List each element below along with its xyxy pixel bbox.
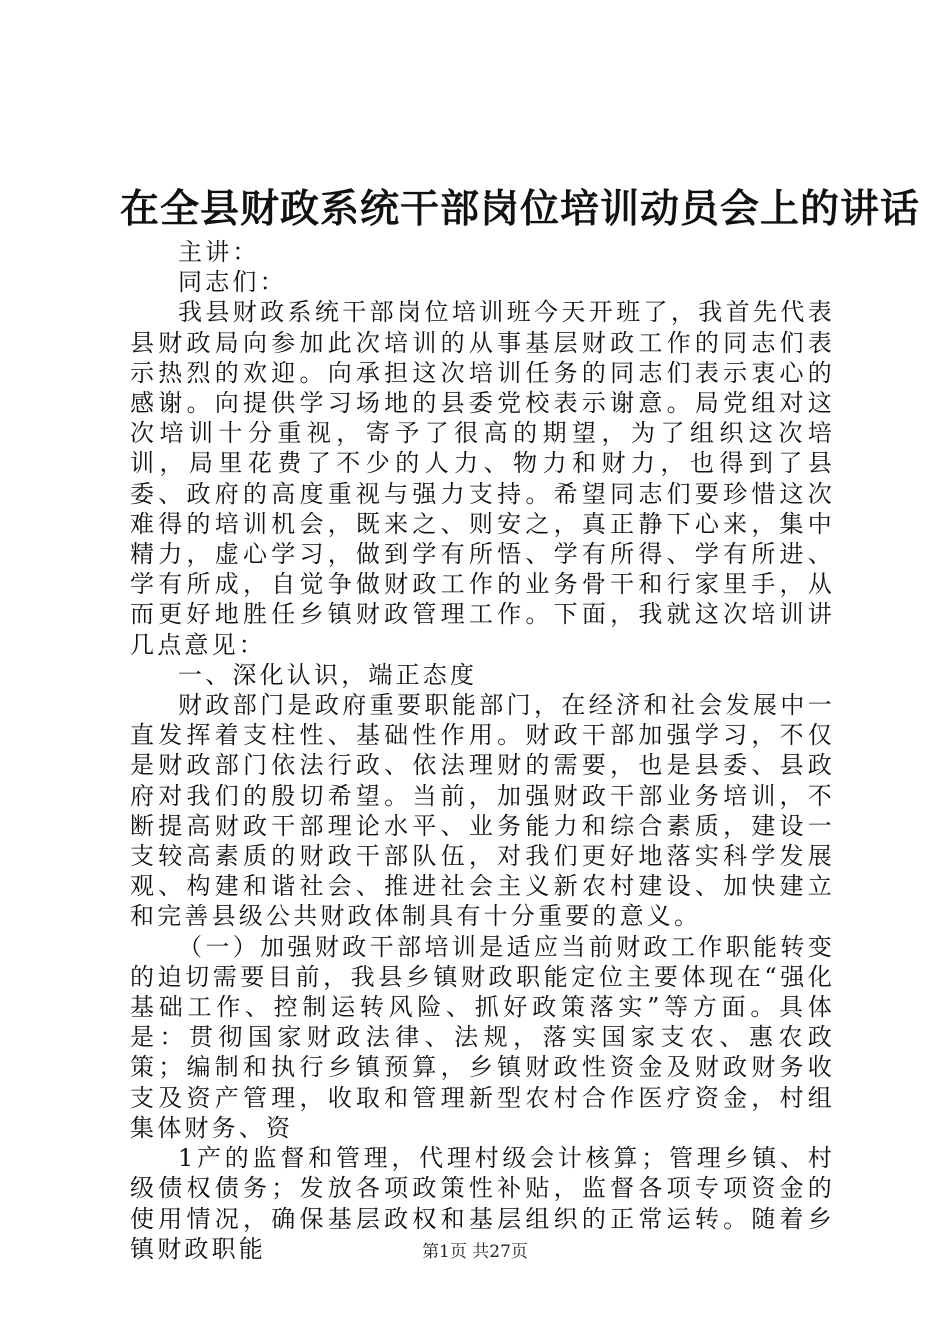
document-title: 在全县财政系统干部岗位培训动员会上的讲话 — [120, 186, 921, 232]
document-body — [130, 237, 835, 1264]
paragraph-opening: 我县财政系统干部岗位培训班今天开班了，我首先代表县财政局向参加此次培训的从事基层财政工作的同志们表示热烈的欢迎。向承担这次培训任务的同志们表示衷心的感谢。向提供学习场地的县委党校表示谢意。局党组对这次培训十分重视，寄予了很高的期望，为了组织这次培训，局里花费了不少的人力、物力和财力，也得到了县委、政府的高度重视与强力支持。希望同志们要珍惜这次难得的培训机会，既来之、则安之，真正静下心来，集中精力，虚心学习，做到学有所悟、学有所得、学有所进、学有所成，自觉争做财政工作的业务骨干和行家里手，从而更好地胜任乡镇财政管理工作。下面，我就这次培训讲几点意见： — [130, 298, 835, 659]
page-number-footer: 第1页 共27页 — [422, 1242, 528, 1262]
section-heading-1: 一、深化认识，端正态度 — [178, 660, 478, 689]
speaker-line: 主讲： — [178, 238, 260, 266]
paragraph-subsection-1: （一）加强财政干部培训是适应当前财政工作职能转变的迫切需要目前，我县乡镇财政职能定位主要体现在“强化基础工作、控制运转风险、抓好政策落实”等方面。具体是：贯彻国家财政法律、法规，落实国家支农、惠农政策；编制和执行乡镇预算，乡镇财政性资金及财政财务收支及资产管理，收取和管理新型农村合作医疗资金，村组集体财务、资 — [130, 932, 835, 1142]
salutation: 同志们： — [178, 268, 287, 297]
paragraph-section-1: 财政部门是政府重要职能部门，在经济和社会发展中一直发挥着支柱性、基础性作用。财政干部加强学习，不仅是财政部门依法行政、依法理财的需要，也是县委、县政府对我们的殷切希望。当前，加强财政干部业务培训，不断提高财政干部理论水平、业务能力和综合素质，建设一支较高素质的财政干部队伍，对我们更好地落实科学发展观、构建和谐社会、推进社会主义新农村建设、加快建立和完善县级公共财政体制具有十分重要的意义。 — [130, 691, 835, 931]
paragraph-continuation: 1产的监督和管理，代理村级会计核算；管理乡镇、村级债权债务；发放各项政策性补贴，监督各项专项资金的使用情况，确保基层政权和基层组织的正常运转。随着乡镇财政职能 — [130, 1144, 835, 1263]
